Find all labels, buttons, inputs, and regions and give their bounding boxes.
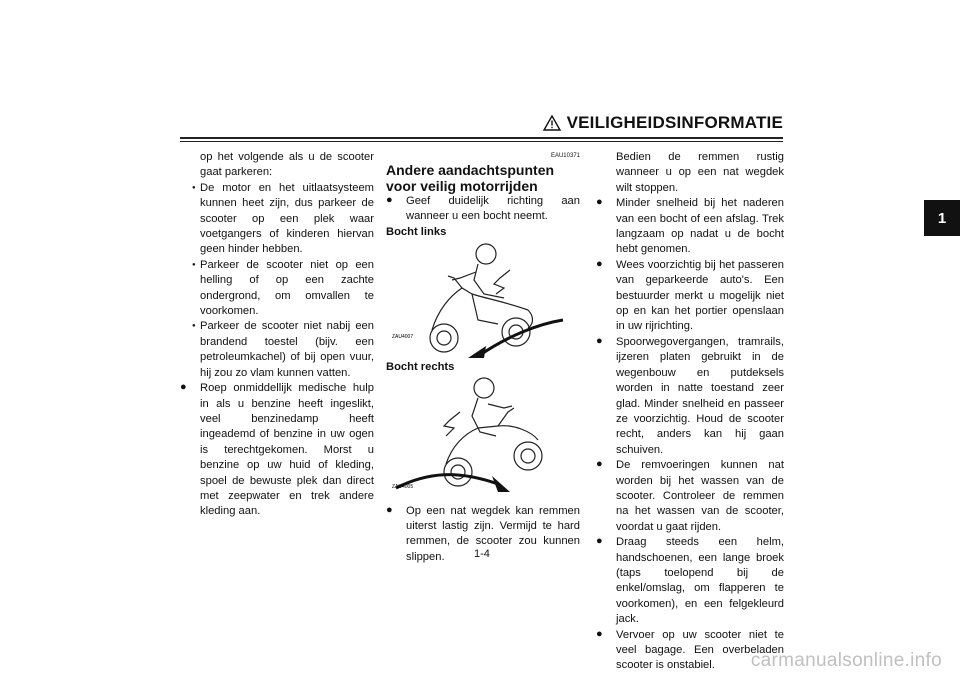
list-item: ● Vervoer op uw scooter niet te veel bagage. Een overbeladen scooter is onstabiel.: [596, 628, 784, 674]
page-header: [543, 113, 783, 133]
column-3: [596, 150, 784, 674]
watermark: carmanualsonline.info: [750, 650, 942, 671]
figure-code: ZAU4005: [392, 483, 414, 490]
header-title: VEILIGHEIDSINFORMATIE: [566, 113, 783, 132]
list-item: ● Minder snelheid bij het naderen van een bocht of een afslag. Trek langzaam op nadat u de bocht hebt genomen.: [596, 196, 784, 258]
continuation-text: Bedien de remmen rustig wanneer u op een nat wegdek wilt stoppen.: [616, 151, 784, 194]
list-item: ● Parkeer de scooter niet op een helling of op een zachte ondergrond, om omvallen te voorkomen.: [180, 258, 374, 320]
list-item: ● Op een nat wegdek kan remmen uiterst lastig zijn. Vermijd te hard remmen, de scooter zou kunnen slippen.: [386, 504, 580, 566]
column-2: [386, 150, 580, 565]
right-turn-illustration: [388, 376, 578, 498]
column-1: [180, 150, 374, 520]
section-heading: Andere aandachtspunten voor veilig motorrijden: [386, 162, 555, 194]
main-list: [386, 194, 580, 225]
list-item: ● Wees voorzichtig bij het passeren van geparkeerde auto's. Een bestuurder merkt u mogelijk niet op en kan het portier openslaan in uw rijrichting.: [596, 258, 784, 335]
list-item: ● De motor en het uitlaatsysteem kunnen heet zijn, dus parkeer de scooter op een plek waar voetgangers of kinderen hiervan geen hinder hebben.: [180, 181, 374, 258]
list-item: ● Spoorwegovergangen, tramrails, ijzeren platen gebruikt in de wegenbouw en putdeksels worden in natte toestand zeer glad. Minder snelheid en passeer ze voorzichtig. Houd de scooter recht, anders kan hij gaan schuiven.: [596, 335, 784, 458]
left-turn-label: Bocht links: [386, 225, 447, 238]
main-list: [596, 196, 784, 674]
chapter-tab: 1: [924, 200, 960, 236]
section-code: EAU10371: [550, 153, 580, 159]
header-rule: [180, 137, 783, 139]
parking-list: [180, 181, 374, 381]
list-item: ● Parkeer de scooter niet nabij een brandend toestel (bijv. een petroleumkachel) of bij open vuur, hij zou zo vlam kunnen vatten.: [180, 319, 374, 381]
main-list: [180, 381, 374, 520]
left-turn-illustration: [388, 240, 578, 360]
page-number: 1-4: [474, 548, 490, 560]
list-item: ● Roep onmiddellijk medische hulp in als u benzine heeft ingeslikt, veel benzinedamp heeft ingeademd of benzine in uw ogen is terechtgekomen. Morst u benzine op uw huid of kleding, spoel de bewuste plek dan direct met zeepwater en trek andere kleding aan.: [180, 381, 374, 520]
warning-triangle-icon: [543, 115, 561, 131]
right-turn-label: Bocht rechts: [386, 361, 455, 374]
list-item: ● De remvoeringen kunnen nat worden bij het wassen van de scooter. Controleer de remmen na het wassen van de scooter, voordat u gaat rijden.: [596, 458, 784, 535]
list-item: ● Draag steeds een helm, handschoenen, een lange broek (taps toelopend bij de enkel/omslag, om flapperen te voorkomen), en een felgekleurd jack.: [596, 535, 784, 627]
header-rule-thin: [180, 141, 783, 142]
figure-code: ZAU4007: [392, 334, 414, 341]
intro-text: op het volgende als u de scooter gaat parkeren:: [200, 151, 374, 179]
list-item: ● Geef duidelijk richting aan wanneer u een bocht neemt.: [386, 194, 580, 225]
